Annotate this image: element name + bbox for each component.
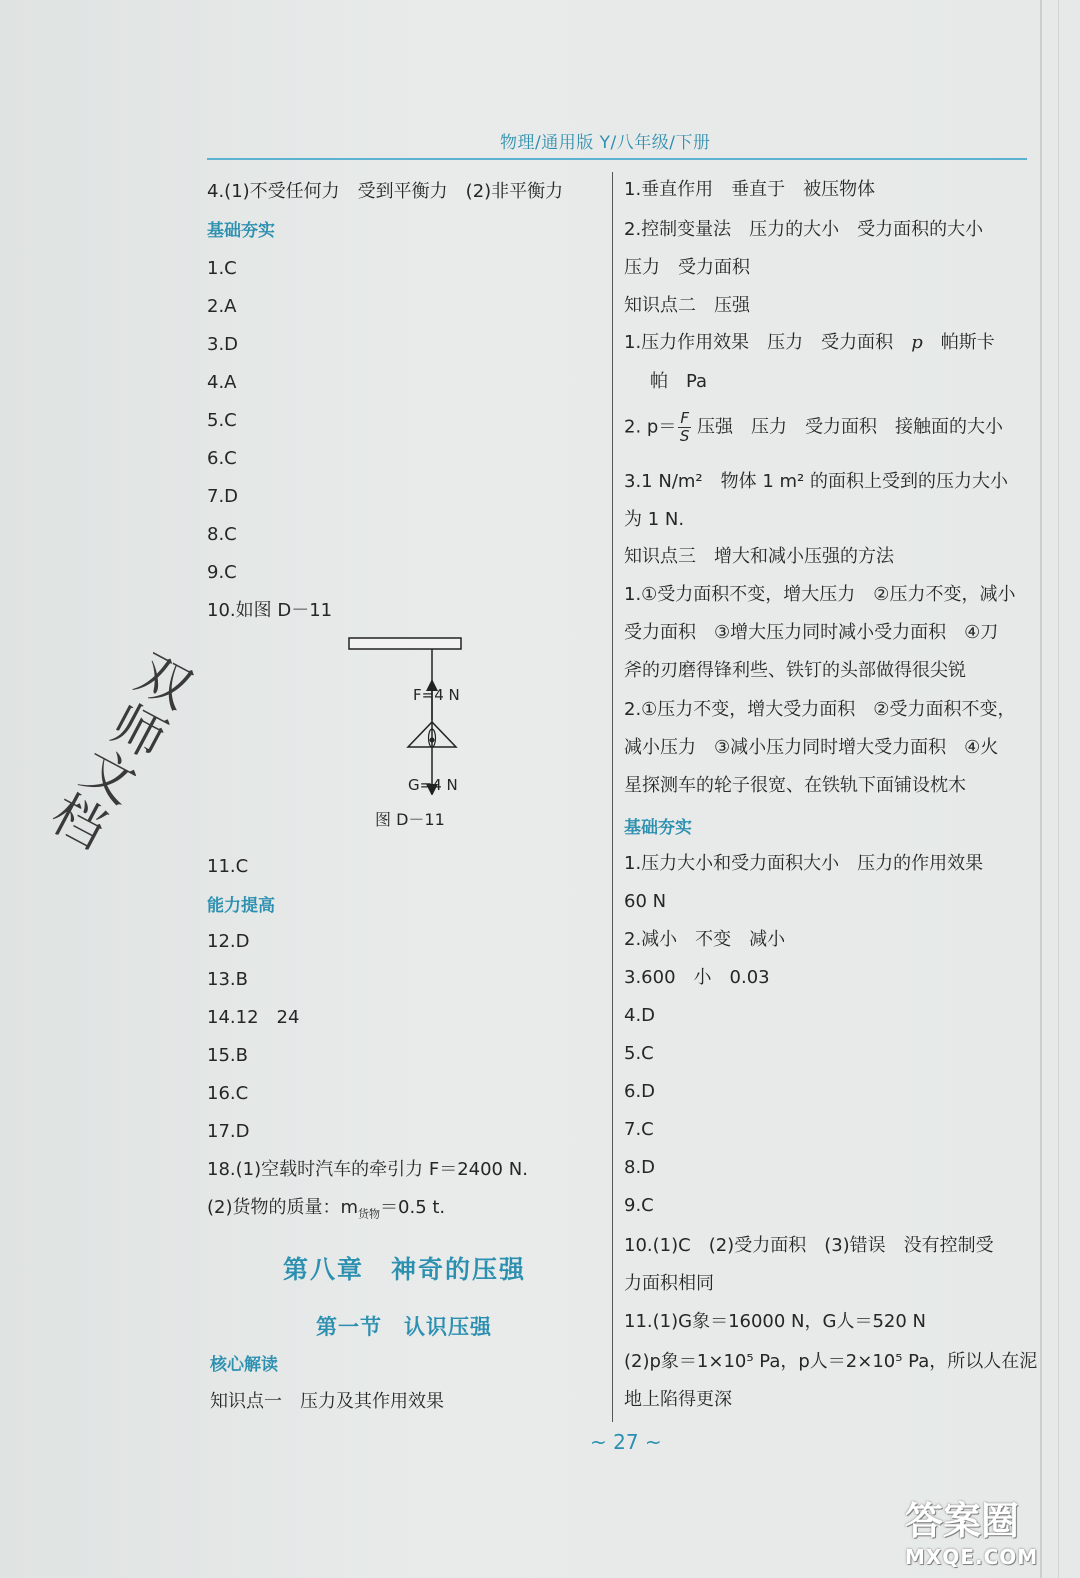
chapter-title: 第八章 神奇的压强 — [283, 1255, 527, 1284]
answer-line: 18.(1)空载时汽车的牵引力 F＝2400 N. — [207, 1159, 528, 1180]
answer-line: (2)p象＝1×10⁵ Pa，p人＝2×10⁵ Pa，所以人在泥 — [624, 1351, 1038, 1372]
page-number: ~ 27 ~ — [590, 1430, 662, 1454]
answer-line: 11.C — [207, 856, 249, 877]
handwriting-char: 师 — [101, 693, 176, 772]
answer-line: 压力 受力面积 — [624, 257, 750, 278]
answer-line: 星探测车的轮子很宽、在铁轨下面铺设枕木 — [624, 775, 966, 796]
watermark — [905, 1490, 1075, 1575]
answer-line: 13.B — [207, 969, 248, 990]
answer-line: 10.如图 D－11 — [207, 600, 333, 621]
page-edge — [1040, 0, 1042, 1578]
variable: p — [911, 332, 923, 353]
answer-line: 12.D — [207, 931, 250, 952]
answer-line: 2.减小 不变 减小 — [624, 929, 786, 950]
answer-line: 5.C — [624, 1043, 654, 1064]
answer-line: 1.压力大小和受力面积大小 压力的作用效果 — [624, 853, 984, 874]
answer-line: 2.A — [207, 296, 237, 317]
answer-line: 斧的刃磨得锋利些、铁钉的头部做得很尖锐 — [624, 660, 966, 681]
answer-text: 压强 压力 受力面积 接触面的大小 — [696, 416, 1003, 438]
answer-line: 2.①压力不变，增大受力面积 ②受力面积不变， — [624, 699, 1016, 720]
figure-caption: 图 D－11 — [375, 810, 445, 829]
answer-line: 15.B — [207, 1045, 248, 1066]
knowledge-point-heading: 知识点三 增大和减小压强的方法 — [624, 546, 894, 567]
section-label: 能力提高 — [207, 896, 275, 916]
answer-line: 1.垂直作用 垂直于 被压物体 — [624, 179, 876, 200]
answer-text: 帕斯卡 — [922, 332, 995, 353]
answer-line: 减小压力 ③减小压力同时增大受力面积 ④火 — [624, 737, 999, 758]
subscript: 货物 — [358, 1207, 381, 1221]
answer-line — [624, 331, 995, 355]
section-title: 第一节 认识压强 — [316, 1315, 492, 1339]
section-label: 基础夯实 — [207, 221, 275, 241]
watermark-logo-text: 答案圈 — [905, 1499, 1020, 1543]
answer-line — [624, 410, 1003, 445]
answer-line: 受力面积 ③增大压力同时减小受力面积 ④刀 — [624, 622, 999, 643]
answer-line: 5.C — [207, 410, 237, 431]
answer-line: 3.D — [207, 334, 239, 355]
answer-line: 3.1 N/m² 物体 1 m² 的面积上受到的压力大小 — [624, 471, 1008, 492]
answer-line: 6.D — [624, 1081, 656, 1102]
answer-line: 4.(1)不受任何力 受到平衡力 (2)非平衡力 — [207, 181, 564, 202]
answer-line: 为 1 N. — [624, 509, 685, 530]
answer-line: 地上陷得更深 — [624, 1389, 732, 1410]
answer-line: 帕 Pa — [650, 371, 708, 392]
answer-text: ＝0.5 t. — [380, 1197, 446, 1218]
answer-line — [207, 1196, 445, 1227]
answer-line: 9.C — [624, 1195, 654, 1216]
answer-line: 14.12 24 — [207, 1007, 300, 1028]
answer-line: 11.(1)G象＝16000 N，G人＝520 N — [624, 1311, 927, 1332]
answer-text: (2)货物的质量：m — [207, 1197, 359, 1218]
answer-line: 2.控制变量法 压力的大小 受力面积的大小 — [624, 219, 984, 240]
numerator: F — [680, 409, 689, 427]
formula-lhs: 2. p＝ — [624, 416, 677, 438]
answer-line: 3.600 小 0.03 — [624, 967, 770, 988]
answer-line: 16.C — [207, 1083, 249, 1104]
answer-line: 6.C — [207, 448, 237, 469]
running-header: 物理/通用版 Y/八年级/下册 — [500, 133, 711, 153]
force-label-f: F=4 N — [413, 686, 460, 704]
knowledge-point-heading: 知识点一 压力及其作用效果 — [210, 1391, 444, 1412]
answer-line: 4.D — [624, 1005, 656, 1026]
force-diagram — [340, 630, 480, 795]
answer-line: 4.A — [207, 372, 237, 393]
denominator: S — [679, 427, 690, 445]
handwriting-char: 档 — [41, 783, 116, 862]
knowledge-point-heading: 知识点二 压强 — [624, 295, 750, 316]
column-divider — [612, 172, 613, 1422]
answer-line: 10.(1)C (2)受力面积 (3)错误 没有控制受 — [624, 1235, 994, 1256]
answer-line: 7.D — [207, 486, 239, 507]
handwriting-char: 双 — [126, 643, 201, 722]
answer-line: 力面积相同 — [624, 1273, 714, 1294]
answer-line: 1.①受力面积不变，增大压力 ②压力不变，减小 — [624, 584, 1016, 605]
fraction — [678, 410, 691, 445]
handwriting-char: 文 — [71, 738, 146, 817]
ceiling-bar — [349, 638, 461, 649]
section-label: 核心解读 — [210, 1355, 278, 1375]
section-label: 基础夯实 — [624, 818, 692, 838]
force-label-g: G=4 N — [408, 776, 458, 794]
answer-text: 1.压力作用效果 压力 受力面积 — [624, 332, 912, 353]
page-edge — [1058, 0, 1059, 1578]
header-rule — [207, 158, 1027, 160]
answer-line: 17.D — [207, 1121, 250, 1142]
answer-line: 9.C — [207, 562, 237, 583]
answer-line: 60 N — [624, 891, 667, 912]
answer-line: 8.D — [624, 1157, 656, 1178]
answer-line: 1.C — [207, 258, 237, 279]
answer-line: 7.C — [624, 1119, 654, 1140]
watermark-url: MXQE.COM — [905, 1545, 1039, 1569]
answer-line: 8.C — [207, 524, 237, 545]
